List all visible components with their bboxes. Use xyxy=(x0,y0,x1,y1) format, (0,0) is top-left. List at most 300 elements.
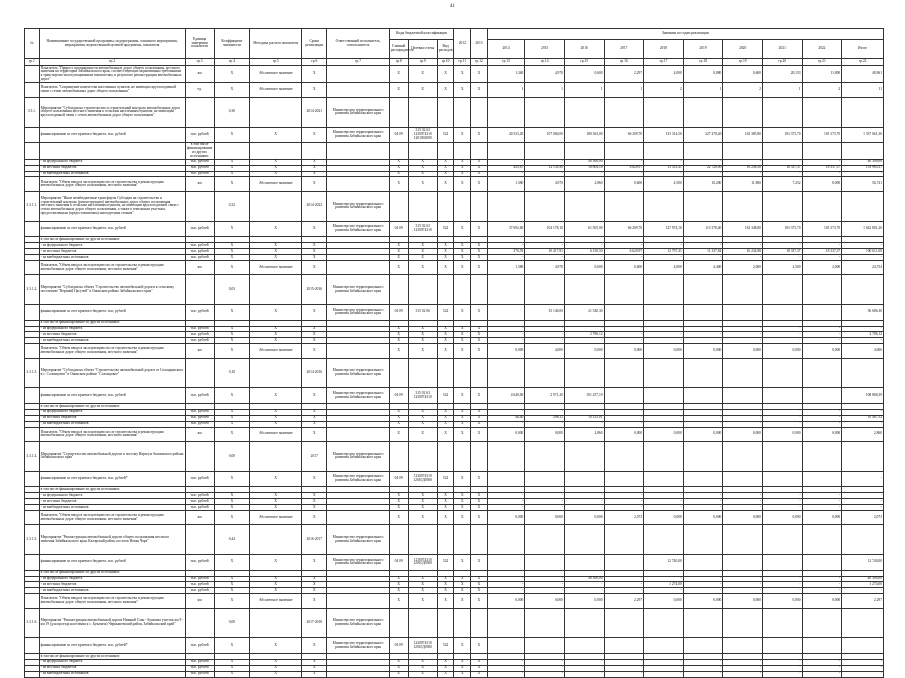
table-cell: X xyxy=(214,338,249,344)
table-cell: - xyxy=(723,576,763,582)
table-cell: 2014-2022 xyxy=(302,192,327,222)
table-cell: Министерство территориального развития Забайкальского края xyxy=(327,638,390,654)
table-cell: Министерство территориального развития Забайкальского края xyxy=(327,555,390,571)
table-cell: - xyxy=(487,582,525,588)
table-cell: - xyxy=(842,326,884,332)
table-cell: X xyxy=(471,65,488,83)
table-cell: X xyxy=(471,555,488,571)
table-cell: X xyxy=(471,471,488,487)
table-cell: - xyxy=(842,504,884,510)
table-cell: 522 xyxy=(437,555,454,571)
table-cell xyxy=(408,143,437,160)
table-cell: X xyxy=(302,576,327,582)
table-cell: X xyxy=(250,243,302,249)
table-cell: X xyxy=(471,83,488,98)
table-cell xyxy=(802,471,842,487)
table-cell: X xyxy=(408,344,437,359)
table-cell: тыс. рублей xyxy=(185,504,214,510)
table-cell: X xyxy=(302,243,327,249)
table-cell: X xyxy=(454,493,471,499)
table-cell xyxy=(525,358,565,388)
table-cell xyxy=(604,192,644,222)
table-cell: 4,000 xyxy=(644,65,684,83)
table-cell xyxy=(525,143,565,160)
table-cell xyxy=(644,638,684,654)
table-cell: - xyxy=(723,243,763,249)
column-number-cell: гр.6 xyxy=(302,59,327,66)
indicator-row xyxy=(25,83,884,98)
table-cell: 162 348,80 xyxy=(723,221,763,237)
table-cell: 0,000 xyxy=(802,594,842,609)
table-cell xyxy=(250,143,302,160)
table-cell: 40 333,20 xyxy=(487,127,525,143)
table-cell: 0,000 xyxy=(802,510,842,525)
table-cell: - xyxy=(762,493,802,499)
table-cell: - xyxy=(762,415,802,421)
table-cell: X xyxy=(471,305,488,321)
row-label-cell: финансирование за счет краевого бюджета, тыс. рублей xyxy=(39,221,185,237)
table-cell: X xyxy=(454,254,471,260)
table-cell: 4,500 xyxy=(644,177,684,192)
table-cell: X xyxy=(437,421,454,427)
table-cell: - xyxy=(842,409,884,415)
table-cell: 522 xyxy=(437,305,454,321)
table-cell: 2 786,12 xyxy=(564,332,604,338)
table-cell: 0,000 xyxy=(802,344,842,359)
header-name: Наименование государственной программы, подпрограммы, основного мероприятия, мероприятия, ведомственной целевой программы, показателя xyxy=(39,29,185,59)
table-cell: X xyxy=(471,165,488,171)
table-cell: 1 337 061,30 xyxy=(842,127,884,143)
table-cell: 0,000 xyxy=(723,594,763,609)
table-cell: X xyxy=(302,659,327,665)
table-cell: X xyxy=(408,260,437,275)
table-cell: X xyxy=(437,254,454,260)
table-cell: 1 xyxy=(683,83,723,98)
measure-row xyxy=(25,525,884,555)
row-label-cell: в том числе финансирование из других источников: xyxy=(39,403,185,409)
table-cell xyxy=(683,192,723,222)
table-cell: X xyxy=(437,332,454,338)
table-cell: - xyxy=(762,171,802,177)
table-cell: X xyxy=(250,504,302,510)
table-cell xyxy=(762,192,802,222)
table-cell: X xyxy=(454,638,471,654)
table-cell xyxy=(454,275,471,305)
table-cell: X xyxy=(454,171,471,177)
table-cell xyxy=(437,192,454,222)
row-label-cell: финансирование за счет краевого бюджета, тыс. рублей* xyxy=(39,471,185,487)
table-cell xyxy=(214,143,249,160)
table-cell: - xyxy=(723,582,763,588)
table-cell xyxy=(25,427,40,442)
table-cell: X xyxy=(454,427,471,442)
table-cell: - xyxy=(564,243,604,249)
table-cell: тыс. рублей xyxy=(185,582,214,588)
table-cell: X xyxy=(214,243,249,249)
table-cell: X xyxy=(214,249,249,255)
financing-row xyxy=(25,555,884,571)
table-cell xyxy=(802,555,842,571)
table-cell: - xyxy=(525,665,565,671)
table-cell: X xyxy=(250,665,302,671)
table-cell: X xyxy=(389,504,408,510)
table-cell: - xyxy=(644,159,684,165)
row-label-cell: Мероприятие "Субсидия на объект "Строительство автомобильной дороги к сельскому поселению "Верхний Цасучей" в Ононском районе Забайкальского края" xyxy=(39,275,185,305)
financing-row xyxy=(25,305,884,321)
row-label-cell: Показатель "Сокращение количества населенных пунктов, не имеющих круглогодичной связи с сетью автомобильных дорог общего пользования" xyxy=(39,83,185,98)
table-cell: - xyxy=(487,659,525,665)
table-cell: 3.3.1.6. xyxy=(25,608,40,638)
table-cell xyxy=(683,608,723,638)
table-cell: 2,000 xyxy=(802,260,842,275)
table-cell: 56 686,30 xyxy=(842,305,884,321)
table-cell xyxy=(723,638,763,654)
table-cell xyxy=(487,471,525,487)
table-cell xyxy=(525,525,565,555)
table-cell: X xyxy=(454,344,471,359)
table-cell: 2,500 xyxy=(762,260,802,275)
table-cell: - xyxy=(802,499,842,505)
row-label-cell: Показатель "Объем ввода в эксплуатацию после строительства и реконструкции автомобильных дорог общего пользования, местного значения" xyxy=(39,510,185,525)
table-cell: 0,600 xyxy=(564,260,604,275)
table-cell xyxy=(250,192,302,222)
table-cell: 0,000 xyxy=(762,510,802,525)
table-cell: X xyxy=(214,65,249,83)
table-cell: 376,93 xyxy=(487,249,525,255)
table-cell: X xyxy=(408,326,437,332)
table-cell xyxy=(762,442,802,472)
table-cell: X xyxy=(408,338,437,344)
table-cell: X xyxy=(437,344,454,359)
table-cell: - xyxy=(644,338,684,344)
table-cell: X xyxy=(454,582,471,588)
column-number-cell: гр.7 xyxy=(327,59,390,66)
table-cell xyxy=(842,525,884,555)
table-cell: - xyxy=(525,338,565,344)
table-cell xyxy=(723,143,763,160)
table-cell: X xyxy=(454,249,471,255)
table-cell: 4 640,00 xyxy=(487,388,525,404)
column-number-cell: гр.1 xyxy=(25,59,40,66)
table-cell: тыс. рублей xyxy=(185,159,214,165)
table-cell: X xyxy=(214,659,249,665)
table-cell xyxy=(762,143,802,160)
table-cell xyxy=(604,388,644,404)
table-cell: - xyxy=(644,171,684,177)
table-cell: Абсолютное значение xyxy=(250,510,302,525)
table-cell: - xyxy=(644,421,684,427)
table-cell: - xyxy=(802,338,842,344)
table-cell: X xyxy=(408,421,437,427)
table-cell: - xyxy=(644,671,684,677)
header-targets: Значения по годам реализации xyxy=(487,29,883,40)
table-cell: X xyxy=(471,415,488,421)
table-cell: - xyxy=(842,243,884,249)
table-cell: тыс. рублей xyxy=(185,332,214,338)
table-cell: X xyxy=(454,421,471,427)
table-cell: - xyxy=(604,254,644,260)
table-cell: Абсолютное значение xyxy=(250,594,302,609)
table-cell xyxy=(564,638,604,654)
table-cell: 7,252 xyxy=(762,177,802,192)
table-cell: тыс. рублей xyxy=(185,638,214,654)
table-cell: - xyxy=(762,409,802,415)
table-cell: X xyxy=(454,588,471,594)
column-number-cell: гр.22 xyxy=(842,59,884,66)
table-cell xyxy=(487,525,525,555)
table-cell xyxy=(802,442,842,472)
table-cell: X xyxy=(214,415,249,421)
table-cell xyxy=(471,192,488,222)
indicator-row xyxy=(25,65,884,83)
table-cell: X xyxy=(250,171,302,177)
table-cell: - xyxy=(683,665,723,671)
table-cell xyxy=(644,305,684,321)
table-cell: X xyxy=(250,305,302,321)
row-label-cell: - из местных бюджетов xyxy=(39,249,185,255)
table-cell xyxy=(644,442,684,472)
table-cell: - xyxy=(802,243,842,249)
row-label-cell: в том числе финансирование из других источников: xyxy=(39,487,185,493)
table-cell: X xyxy=(214,510,249,525)
table-cell: 18 337,37 xyxy=(802,165,842,171)
table-cell xyxy=(25,221,40,237)
table-cell xyxy=(25,127,40,143)
table-cell: 0,000 xyxy=(683,344,723,359)
table-cell: - xyxy=(723,254,763,260)
table-cell: X xyxy=(302,83,327,98)
table-cell xyxy=(683,555,723,571)
table-cell: - xyxy=(683,493,723,499)
table-cell: 18 337,37 xyxy=(762,249,802,255)
table-cell: 2,000 xyxy=(723,260,763,275)
financing-row xyxy=(25,388,884,404)
table-cell: 108 868,39 xyxy=(842,388,884,404)
table-cell: - xyxy=(802,582,842,588)
table-cell: X xyxy=(437,171,454,177)
row-label-cell: - из местных бюджетов xyxy=(39,165,185,171)
table-cell: ед. xyxy=(185,83,214,98)
table-cell xyxy=(842,143,884,160)
table-cell: 4,970 xyxy=(525,65,565,83)
table-cell xyxy=(250,358,302,388)
table-cell: - xyxy=(604,671,644,677)
table-cell xyxy=(437,275,454,305)
table-cell xyxy=(185,608,214,638)
table-cell: 6 620,97 xyxy=(604,249,644,255)
table-cell: X xyxy=(437,582,454,588)
table-cell: X xyxy=(214,127,249,143)
table-cell: X xyxy=(454,415,471,421)
table-cell: 0,44 xyxy=(214,525,249,555)
table-cell: X xyxy=(214,576,249,582)
table-cell: X xyxy=(302,388,327,404)
table-cell: - xyxy=(525,588,565,594)
table-cell: 1,380 xyxy=(487,260,525,275)
table-cell: 0,000 xyxy=(564,344,604,359)
table-cell: X xyxy=(214,83,249,98)
table-cell: - xyxy=(683,421,723,427)
table-cell: - xyxy=(723,665,763,671)
table-cell: 40 300,00 xyxy=(842,576,884,582)
table-cell: - xyxy=(762,159,802,165)
table-cell: X xyxy=(454,65,471,83)
table-cell: 1230074310 12010Д0500 xyxy=(408,471,437,487)
table-cell xyxy=(723,608,763,638)
table-cell: X xyxy=(437,260,454,275)
table-cell xyxy=(723,97,763,127)
table-cell: - xyxy=(683,159,723,165)
column-number-cell: гр.17 xyxy=(644,59,684,66)
table-cell xyxy=(408,358,437,388)
table-cell: 4,970 xyxy=(525,177,565,192)
table-cell: 181 373,70 xyxy=(802,221,842,237)
row-label-cell: финансирование за счет краевого бюджета, тыс. рублей* xyxy=(39,638,185,654)
header-year: 2020 xyxy=(723,39,763,59)
row-label-cell: - из федерального бюджета xyxy=(39,326,185,332)
table-cell: X xyxy=(214,555,249,571)
table-cell xyxy=(564,192,604,222)
table-cell: 0,000 xyxy=(762,427,802,442)
table-cell: - xyxy=(683,254,723,260)
table-cell: - xyxy=(487,493,525,499)
table-cell xyxy=(471,143,488,160)
table-cell: X xyxy=(250,555,302,571)
table-cell xyxy=(604,525,644,555)
table-cell xyxy=(842,608,884,638)
table-cell: 1,360 xyxy=(487,65,525,83)
table-cell: X xyxy=(389,499,408,505)
table-cell: X xyxy=(471,260,488,275)
table-cell: 21 540,30 xyxy=(564,305,604,321)
table-cell: X xyxy=(437,576,454,582)
header-num: № xyxy=(25,29,40,59)
table-cell: X xyxy=(454,659,471,665)
table-cell: X xyxy=(250,638,302,654)
table-cell: - xyxy=(762,659,802,665)
table-cell: X xyxy=(389,576,408,582)
table-cell xyxy=(471,358,488,388)
table-cell: 162 385,80 xyxy=(723,127,763,143)
table-cell xyxy=(723,192,763,222)
table-cell: X xyxy=(437,594,454,609)
table-cell: Абсолютное значение xyxy=(250,177,302,192)
table-cell xyxy=(25,177,40,192)
table-cell: тыс. рублей xyxy=(185,171,214,177)
table-cell xyxy=(525,638,565,654)
table-cell: X xyxy=(471,177,488,192)
table-cell xyxy=(802,388,842,404)
table-cell: 4,000 xyxy=(842,344,884,359)
table-cell: 0,000 xyxy=(683,594,723,609)
table-cell: X xyxy=(408,510,437,525)
table-cell xyxy=(25,594,40,609)
table-cell xyxy=(327,594,390,609)
table-cell: X xyxy=(250,249,302,255)
table-cell xyxy=(437,143,454,160)
table-cell xyxy=(762,525,802,555)
table-cell: - xyxy=(487,159,525,165)
table-cell: 18 337,37 xyxy=(762,165,802,171)
table-cell: X xyxy=(389,171,408,177)
table-cell: 0,000 xyxy=(723,510,763,525)
table-cell xyxy=(723,555,763,571)
table-cell xyxy=(723,275,763,305)
table-cell: - xyxy=(525,332,565,338)
row-label-cell: Мероприятие "Субсидия на строительство и строительный контроль автомобильных дорог общего пользования местного значения к сельским населенным пунктам, не имеющим круглогодичной связи с сетью автомобильных дорог общего пользования" xyxy=(39,97,185,127)
table-cell xyxy=(487,275,525,305)
table-cell: X xyxy=(302,588,327,594)
table-cell xyxy=(389,97,408,127)
table-cell: X xyxy=(471,499,488,505)
table-cell: - xyxy=(842,471,884,487)
table-cell: 522 xyxy=(437,471,454,487)
table-cell: 2 971,20 xyxy=(525,388,565,404)
table-cell: X xyxy=(454,260,471,275)
table-cell: тыс. рублей xyxy=(185,409,214,415)
table-cell: - xyxy=(525,582,565,588)
table-cell: км xyxy=(185,177,214,192)
table-cell: - xyxy=(604,582,644,588)
table-body xyxy=(25,59,884,677)
table-cell: X xyxy=(408,83,437,98)
indicator-row xyxy=(25,510,884,525)
table-cell xyxy=(487,305,525,321)
table-cell: X xyxy=(437,659,454,665)
table-cell: X xyxy=(454,165,471,171)
table-cell xyxy=(454,525,471,555)
table-cell: X xyxy=(389,671,408,677)
table-cell xyxy=(327,65,390,83)
row-label-cell: Мероприятие "Реконструкция автомобильной дороги Нижний Стан - Букачача участок км 9 - км 19 (для проезда населения к с. Букачача) Чернышевский район, Забайкальский край" xyxy=(39,608,185,638)
table-cell: 18 337,37 xyxy=(802,249,842,255)
table-cell: X xyxy=(302,65,327,83)
table-cell: тыс. рублей xyxy=(185,338,214,344)
table-cell: км xyxy=(185,427,214,442)
table-cell: - xyxy=(842,254,884,260)
table-cell: X xyxy=(214,671,249,677)
table-cell: - xyxy=(842,338,884,344)
table-cell: - xyxy=(802,576,842,582)
table-cell: - xyxy=(564,326,604,332)
table-cell: 11,800 xyxy=(723,177,763,192)
table-cell: - xyxy=(683,659,723,665)
table-cell: - xyxy=(564,582,604,588)
table-cell: тыс. рублей xyxy=(185,659,214,665)
table-cell: X xyxy=(302,338,327,344)
table-cell: - xyxy=(487,588,525,594)
table-cell: - xyxy=(723,659,763,665)
table-cell: 3.3.1.5. xyxy=(25,525,40,555)
measure-row xyxy=(25,275,884,305)
row-label-cell xyxy=(39,143,185,160)
table-cell xyxy=(437,97,454,127)
table-cell: X xyxy=(454,471,471,487)
table-cell: X xyxy=(250,388,302,404)
table-cell: 180 363,00 xyxy=(564,127,604,143)
table-cell: 1,380 xyxy=(487,177,525,192)
table-cell xyxy=(842,97,884,127)
table-cell: 315 02 63 1230074310 xyxy=(408,221,437,237)
table-cell: - xyxy=(723,332,763,338)
table-cell: 10 467,52 xyxy=(842,415,884,421)
table-cell: - xyxy=(604,493,644,499)
table-cell: 2 xyxy=(802,83,842,98)
table-cell: 2 786,12 xyxy=(842,332,884,338)
table-cell: 1230074310 12010Д0500 xyxy=(408,638,437,654)
table-cell: X xyxy=(302,332,327,338)
table-cell: - xyxy=(762,254,802,260)
